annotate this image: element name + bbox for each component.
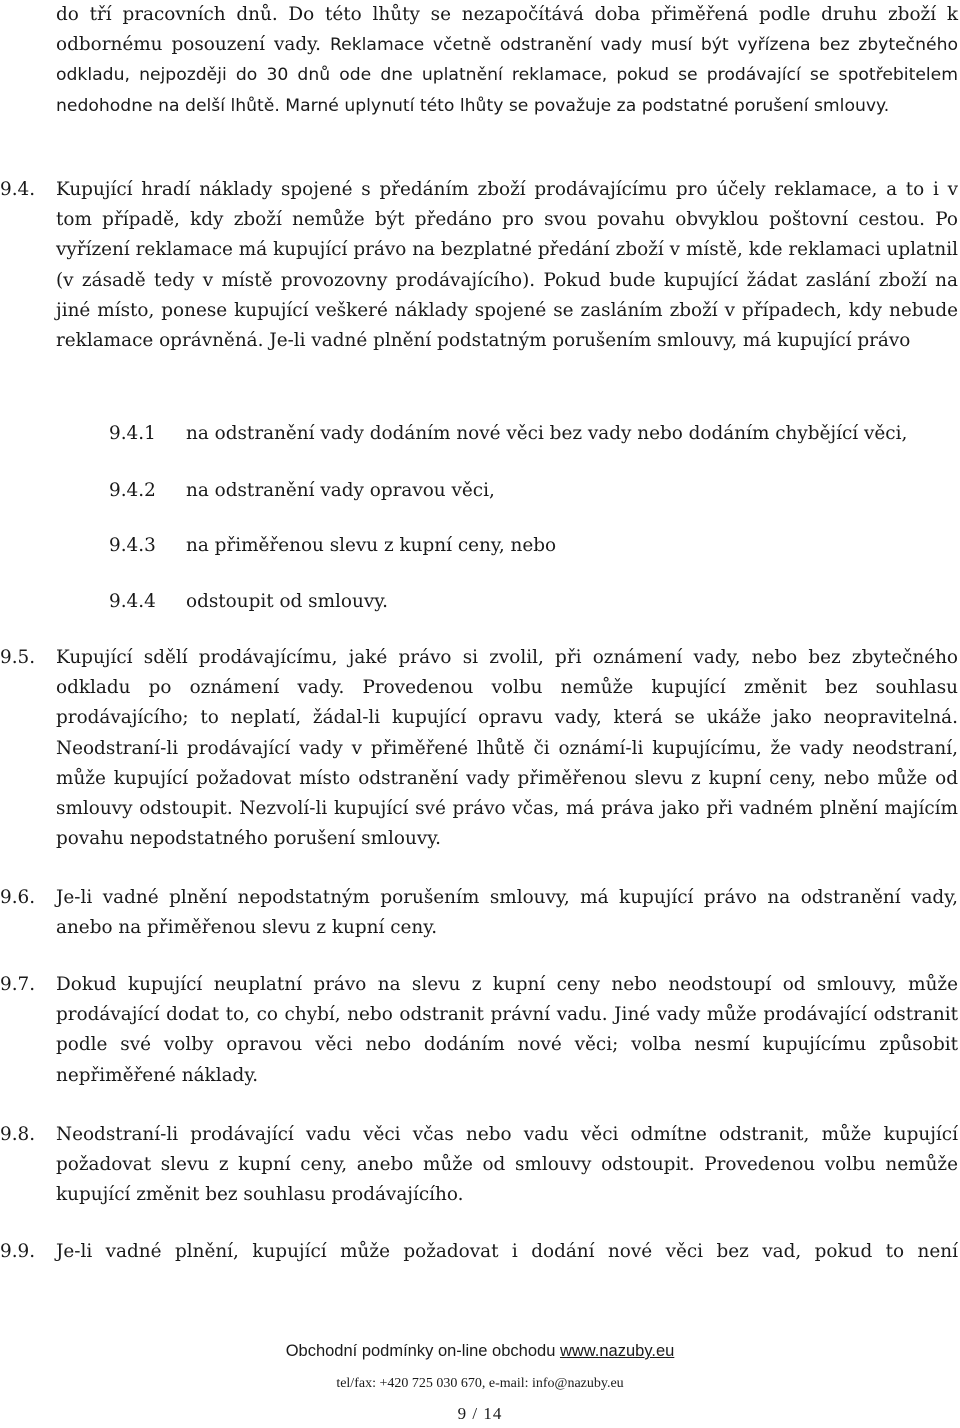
section-text: Je-li vadné plnění, kupující může požadovat i dodání nové věci bez vad, pokud to není [56, 1241, 958, 1262]
footer-title [0, 1342, 960, 1361]
section-number: 9.7. [0, 974, 36, 995]
page-number: 9 / 14 [457, 1404, 503, 1423]
subsection-number: 9.4.3 [109, 535, 156, 556]
subsection-number: 9.4.4 [109, 591, 156, 612]
section-number: 9.9. [0, 1241, 36, 1262]
footer-website-link[interactable]: www.nazuby.eu [559, 1342, 675, 1360]
section-number: 9.5. [0, 647, 36, 668]
subsection-text: na odstranění vady dodáním nové věci bez vady nebo dodáním chybějící věci, [186, 423, 908, 444]
subsection-text: odstoupit od smlouvy. [186, 591, 389, 612]
section-text: Je-li vadné plnění nepodstatným porušením smlouvy, má kupující právo na odstranění vady, anebo na přiměřenou slevu z kupní ceny. [56, 887, 958, 939]
continuation-part2: Reklamace včetně odstranění vady musí být vyřízena bez zbytečného odkladu, nejpozději do 30 dnů ode dne uplatnění reklamace, pokud se prodávající se spotřebitelem nedohodne na delší lhůtě. Marné uplynutí této lhůty se považuje za podstatné porušení smlouvy. [56, 35, 958, 116]
subsection-number: 9.4.2 [109, 480, 156, 501]
section-text: Kupující sdělí prodávajícímu, jaké právo si zvolil, při oznámení vady, nebo bez zbytečného odkladu po oznámení vady. Provedenou volbu nemůže kupující změnit bez souhlasu prodávajícího; to neplatí, žádal-li kupující opravu vady, která se ukáže jako neopravitelná. Neodstraní-li prodávající vady v přiměřené lhůtě či oznámí-li kupujícímu, že vady neodstraní, může kupující požadovat místo odstranění vady přiměřenou slevu z kupní ceny, nebo může od smlouvy odstoupit. Nezvolí-li kupující své právo včas, má práva jako při vadném plnění majícím povahu nepodstatného porušení smlouvy. [56, 647, 958, 850]
section-number: 9.4. [0, 179, 36, 200]
footer-contact: tel/fax: +420 725 030 670, e-mail: info@nazuby.eu [336, 1376, 624, 1391]
section-text: Dokud kupující neuplatní právo na slevu z kupní ceny nebo neodstoupí od smlouvy, může prodávající dodat to, co chybí, nebo odstranit právní vadu. Jiné vady může prodávající odstranit podle své volby opravou věci nebo dodáním nové věci; volba nesmí kupujícímu způsobit nepřiměřené náklady. [56, 974, 958, 1086]
subsection-text: na odstranění vady opravou věci, [186, 480, 495, 501]
footer-title-text: Obchodní podmínky on-line obchodu [285, 1342, 560, 1360]
section-text: Neodstraní-li prodávající vadu věci včas nebo vadu věci odmítne odstranit, může kupující požadovat slevu z kupní ceny, anebo může od smlouvy odstoupit. Provedenou volbu nemůže kupující změnit bez souhlasu prodávajícího. [56, 1124, 958, 1206]
section-number: 9.6. [0, 887, 36, 908]
subsection-number: 9.4.1 [109, 423, 156, 444]
section-text: Kupující hradí náklady spojené s předáním zboží prodávajícímu pro účely reklamace, a to i v tom případě, kdy zboží nemůže být předáno pro svou povahu obvyklou poštovní cestou. Po vyřízení reklamace má kupující právo na bezplatné předání zboží v místě, kde reklamaci uplatnil (v zásadě tedy v místě provozovny prodávajícího). Pokud bude kupující žádat zaslání zboží na jiné místo, ponese kupující veškeré náklady spojené se zasláním zboží v případech, kdy nebude reklamace oprávněná. Je-li vadné plnění podstatným porušením smlouvy, má kupující právo [56, 179, 958, 352]
section-number: 9.8. [0, 1124, 36, 1145]
continuation-part1: do tří pracovních dnů. Do této lhůty se nezapočítává doba přiměřená podle druhu zboží k odbornému posouzení vady. [56, 4, 958, 56]
continuation-paragraph [56, 0, 958, 121]
subsection-text: na přiměřenou slevu z kupní ceny, nebo [186, 535, 557, 556]
